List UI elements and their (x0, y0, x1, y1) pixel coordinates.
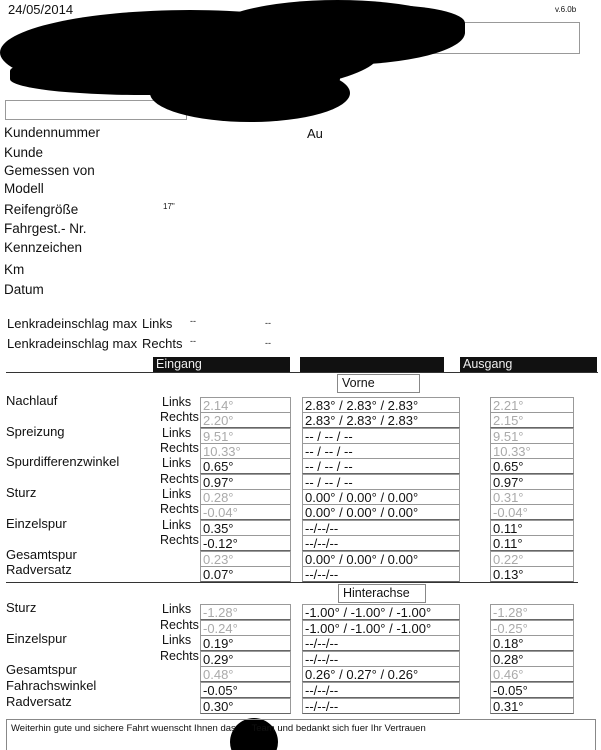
output-value: 0.46° (490, 666, 574, 682)
side-label: Rechts (160, 533, 199, 547)
steering-value: -- (265, 338, 271, 348)
row-label: Fahrachswinkel (6, 678, 97, 693)
side-label: Rechts (160, 502, 199, 516)
input-value: -1.28° (200, 604, 291, 620)
output-value: 9.51° (490, 428, 574, 444)
spec-value: -- / -- / -- (302, 474, 460, 490)
row-label: Radversatz (6, 694, 72, 709)
spec-value: -- / -- / -- (302, 443, 460, 459)
steering-label: Lenkradeinschlag max (7, 336, 138, 351)
input-value: 0.19° (200, 635, 291, 651)
report-date: 24/05/2014 (8, 2, 74, 17)
divider (6, 372, 598, 373)
row-label: Einzelspur (6, 516, 67, 531)
output-value: -0.25° (490, 620, 574, 636)
field-label: Kunde (4, 145, 44, 160)
steering-label: Lenkradeinschlag max (7, 316, 138, 331)
output-value: 0.65° (490, 458, 574, 474)
field-label: Datum (4, 282, 44, 297)
auftrag-label: Au (307, 126, 323, 141)
steering-value: -- (190, 336, 196, 346)
field-value: 17" (163, 202, 175, 211)
spec-value: 2.83° / 2.83° / 2.83° (302, 412, 460, 428)
output-value: 0.31° (490, 489, 574, 505)
input-value: 0.65° (200, 458, 291, 474)
spec-value: -- / -- / -- (302, 458, 460, 474)
side-label: Links (162, 426, 192, 440)
row-label: Sturz (6, 485, 37, 500)
side-label: Rechts (160, 410, 199, 424)
input-value: 0.28° (200, 489, 291, 505)
column-header-input: Eingang (153, 357, 290, 372)
spec-value: -1.00° / -1.00° / -1.00° (302, 604, 460, 620)
side-label: Links (162, 518, 192, 532)
output-value: 0.97° (490, 474, 574, 490)
spec-value: --/--/-- (302, 535, 460, 551)
spec-value: 2.83° / 2.83° / 2.83° (302, 397, 460, 413)
spec-value: -- / -- / -- (302, 428, 460, 444)
spec-value: 0.00° / 0.00° / 0.00° (302, 551, 460, 567)
side-label: Rechts (160, 472, 199, 486)
column-header-output: Ausgang (460, 357, 597, 372)
spec-value: --/--/-- (302, 520, 460, 536)
input-value: 0.30° (200, 698, 291, 714)
spec-value: --/--/-- (302, 651, 460, 667)
input-value: 0.29° (200, 651, 291, 667)
redaction-mark (260, 5, 465, 50)
field-label: Km (4, 262, 25, 277)
output-value: 0.31° (490, 698, 574, 714)
side-label: Links (162, 487, 192, 501)
input-value: 0.48° (200, 666, 291, 682)
output-value: 0.22° (490, 551, 574, 567)
output-value: 10.33° (490, 443, 574, 459)
input-value: 0.07° (200, 566, 291, 582)
side-label: Rechts (160, 441, 199, 455)
steering-value: -- (265, 318, 271, 328)
input-value: -0.12° (200, 535, 291, 551)
row-label: Spurdifferenzwinkel (6, 454, 120, 469)
output-value: 0.28° (490, 651, 574, 667)
spec-value: 0.00° / 0.00° / 0.00° (302, 504, 460, 520)
spec-value: 0.00° / 0.00° / 0.00° (302, 489, 460, 505)
input-value: 9.51° (200, 428, 291, 444)
side-label: Links (162, 456, 192, 470)
input-value: -0.04° (200, 504, 291, 520)
side-label: Links (162, 602, 192, 616)
steering-value: -- (190, 316, 196, 326)
field-label: Kundennummer (4, 125, 101, 140)
section-title-rear: Hinterachse (338, 584, 426, 603)
output-value: 0.18° (490, 635, 574, 651)
spec-value: --/--/-- (302, 682, 460, 698)
input-value: 0.97° (200, 474, 291, 490)
steering-side: Links (142, 316, 173, 331)
column-header-spec (300, 357, 444, 372)
input-value: 0.23° (200, 551, 291, 567)
output-value: -1.28° (490, 604, 574, 620)
output-value: 2.21° (490, 397, 574, 413)
spec-value: --/--/-- (302, 635, 460, 651)
spec-value: -1.00° / -1.00° / -1.00° (302, 620, 460, 636)
redaction-mark (150, 64, 350, 122)
divider (6, 582, 578, 583)
row-label: Radversatz (6, 562, 72, 577)
steering-side: Rechts (142, 336, 183, 351)
software-version: v.6.0b (555, 5, 577, 14)
field-label: Fahrgest.- Nr. (4, 221, 87, 236)
row-label: Nachlauf (6, 393, 58, 408)
row-label: Spreizung (6, 424, 65, 439)
side-label: Links (162, 395, 192, 409)
input-value: 0.35° (200, 520, 291, 536)
field-label: Modell (4, 181, 44, 196)
spec-value: --/--/-- (302, 698, 460, 714)
input-value: 10.33° (200, 443, 291, 459)
spec-value: --/--/-- (302, 566, 460, 582)
section-title-front: Vorne (337, 374, 420, 393)
row-label: Einzelspur (6, 631, 67, 646)
input-value: 2.20° (200, 412, 291, 428)
spec-value: 0.26° / 0.27° / 0.26° (302, 666, 460, 682)
footer-message: Weiterhin gute und sichere Fahrt wuenscht Ihnen das Team und bedankt sich fuer Ihr Vertrauen (6, 719, 596, 750)
output-value: -0.04° (490, 504, 574, 520)
input-value: -0.05° (200, 682, 291, 698)
input-value: -0.24° (200, 620, 291, 636)
field-label: Reifengröße (4, 202, 79, 217)
side-label: Links (162, 633, 192, 647)
field-label: Gemessen von (4, 163, 95, 178)
input-value: 2.14° (200, 397, 291, 413)
output-value: 0.11° (490, 520, 574, 536)
output-value: 0.11° (490, 535, 574, 551)
output-value: -0.05° (490, 682, 574, 698)
output-value: 2.15° (490, 412, 574, 428)
row-label: Gesamtspur (6, 662, 77, 677)
side-label: Rechts (160, 649, 199, 663)
row-label: Gesamtspur (6, 547, 77, 562)
side-label: Rechts (160, 618, 199, 632)
row-label: Sturz (6, 600, 37, 615)
field-label: Kennzeichen (4, 240, 83, 255)
output-value: 0.13° (490, 566, 574, 582)
